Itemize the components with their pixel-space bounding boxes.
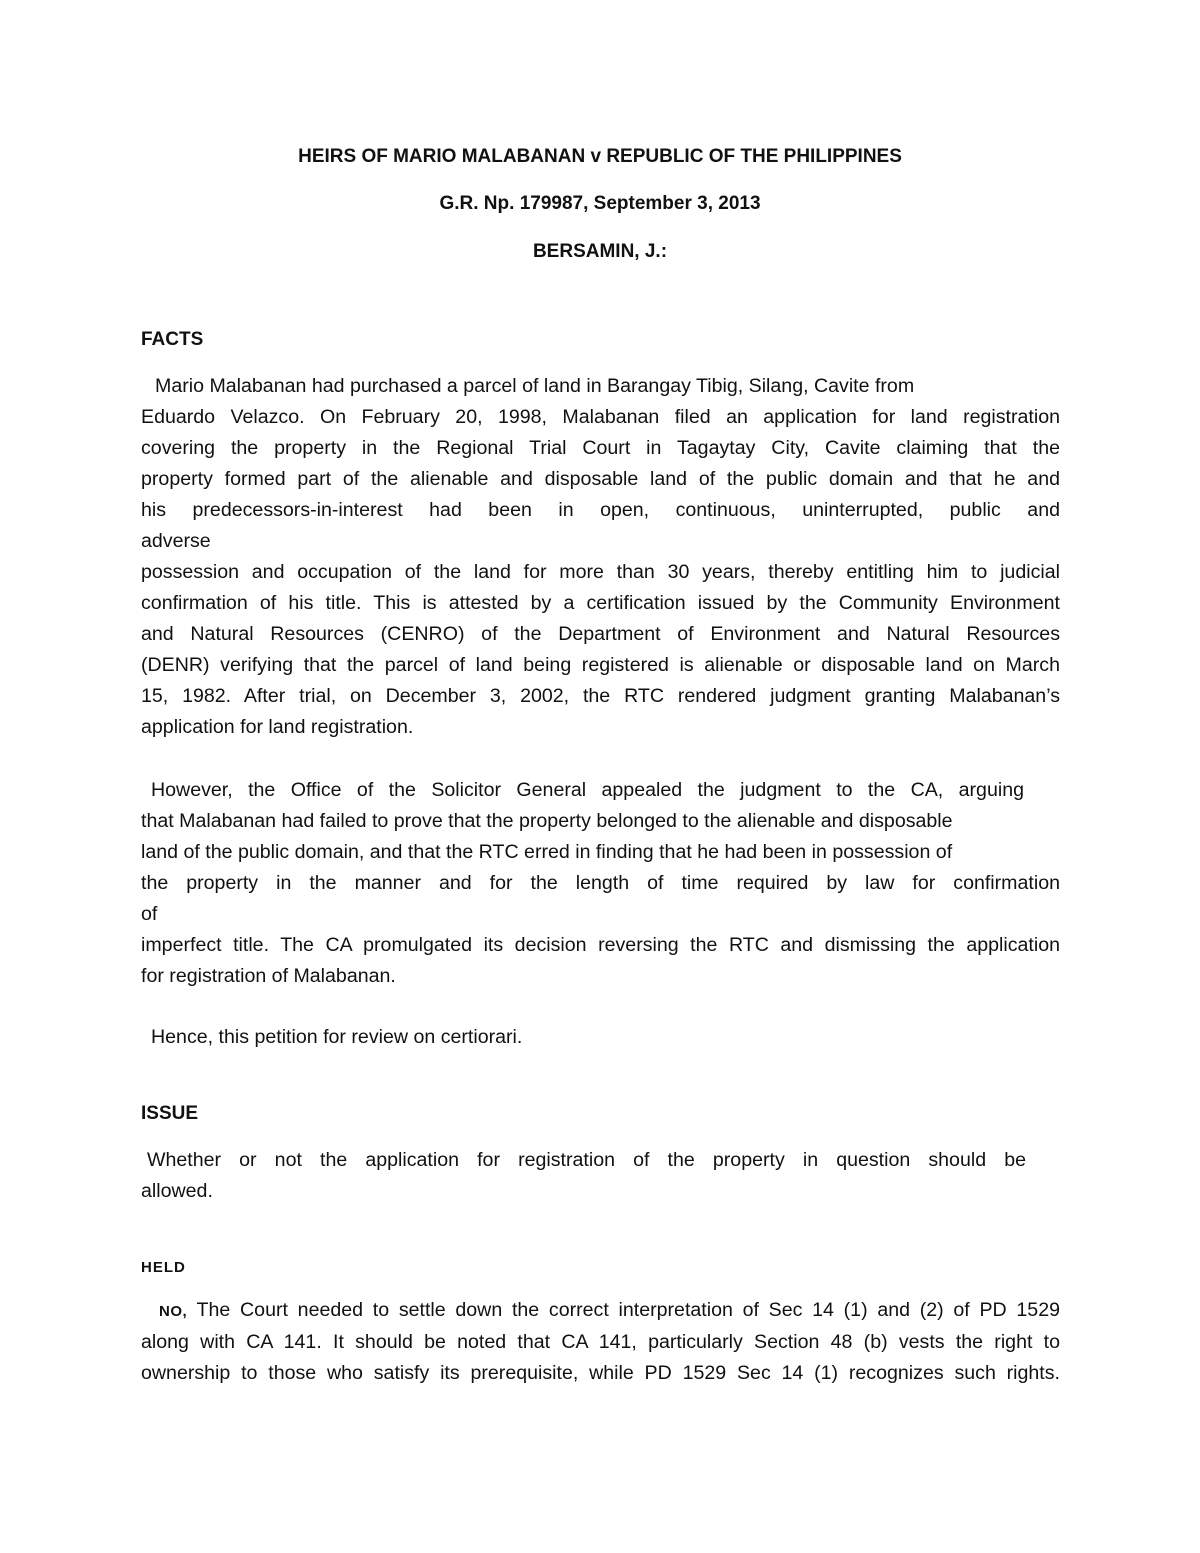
text-line: covering the property in the Regional Trial Court in Tagaytay City, Cavite claiming that the [141, 437, 1060, 459]
text-line: property formed part of the alienable and disposable land of the public domain and that he and [141, 468, 1060, 490]
text-line: imperfect title. The CA promulgated its decision reversing the RTC and dismissing the application [141, 934, 1060, 956]
facts-heading: FACTS [141, 329, 204, 350]
text-line: the property in the manner and for the length of time required by law for confirmation [141, 872, 1060, 894]
text-line: However, the Office of the Solicitor General appealed the judgment to the CA, arguing [151, 779, 1024, 801]
text-line: allowed. [141, 1180, 213, 1202]
held-line-rest: The Court needed to settle down the correct interpretation of Sec 14 (1) and (2) of PD 1529 [196, 1299, 1061, 1321]
text-line: for registration of Malabanan. [141, 965, 396, 987]
facts-paragraph-1 [141, 371, 1060, 743]
held-paragraph [141, 1295, 1060, 1389]
text-line: his predecessors-in-interest had been in open, continuous, uninterrupted, public and [141, 499, 1060, 521]
text-line: Whether or not the application for registration of the property in question should be [147, 1149, 1026, 1171]
text-line: application for land registration. [141, 716, 414, 738]
text-line: Mario Malabanan had purchased a parcel of land in Barangay Tibig, Silang, Cavite from [155, 375, 915, 397]
case-title: HEIRS OF MARIO MALABANAN v REPUBLIC OF THE PHILIPPINES [298, 146, 902, 167]
case-number: G.R. Np. 179987, September 3, 2013 [439, 193, 761, 214]
text-line: possession and occupation of the land for more than 30 years, thereby entitling him to judicial [141, 561, 1060, 583]
text-line: Hence, this petition for review on certiorari. [151, 1026, 523, 1048]
text-line: ownership to those who satisfy its prerequisite, while PD 1529 Sec 14 (1) recognizes such rights. [141, 1362, 1060, 1384]
ponente: BERSAMIN, J.: [532, 241, 668, 262]
held-answer: NO, [159, 1303, 188, 1320]
text-line [141, 1295, 1060, 1327]
text-line: adverse [141, 530, 211, 552]
text-line: land of the public domain, and that the RTC erred in finding that he had been in possession of [141, 841, 953, 863]
issue-paragraph [141, 1145, 1060, 1207]
text-line: Eduardo Velazco. On February 20, 1998, Malabanan filed an application for land registration [141, 406, 1060, 428]
text-line: 15, 1982. After trial, on December 3, 2002, the RTC rendered judgment granting Malabanan’s [141, 685, 1060, 707]
text-line: confirmation of his title. This is attested by a certification issued by the Community Environment [141, 592, 1060, 614]
facts-paragraph-2 [141, 775, 1060, 992]
text-line: along with CA 141. It should be noted that CA 141, particularly Section 48 (b) vests the right to [141, 1331, 1060, 1353]
text-line: and Natural Resources (CENRO) of the Department of Environment and Natural Resources [141, 623, 1060, 645]
issue-heading: ISSUE [141, 1103, 199, 1124]
text-line: that Malabanan had failed to prove that the property belonged to the alienable and disposable [141, 810, 953, 832]
held-heading: HELD [141, 1259, 186, 1276]
facts-paragraph-3 [141, 1022, 1060, 1053]
text-line: of [141, 903, 158, 925]
text-line: (DENR) verifying that the parcel of land being registered is alienable or disposable land on March [141, 654, 1060, 676]
